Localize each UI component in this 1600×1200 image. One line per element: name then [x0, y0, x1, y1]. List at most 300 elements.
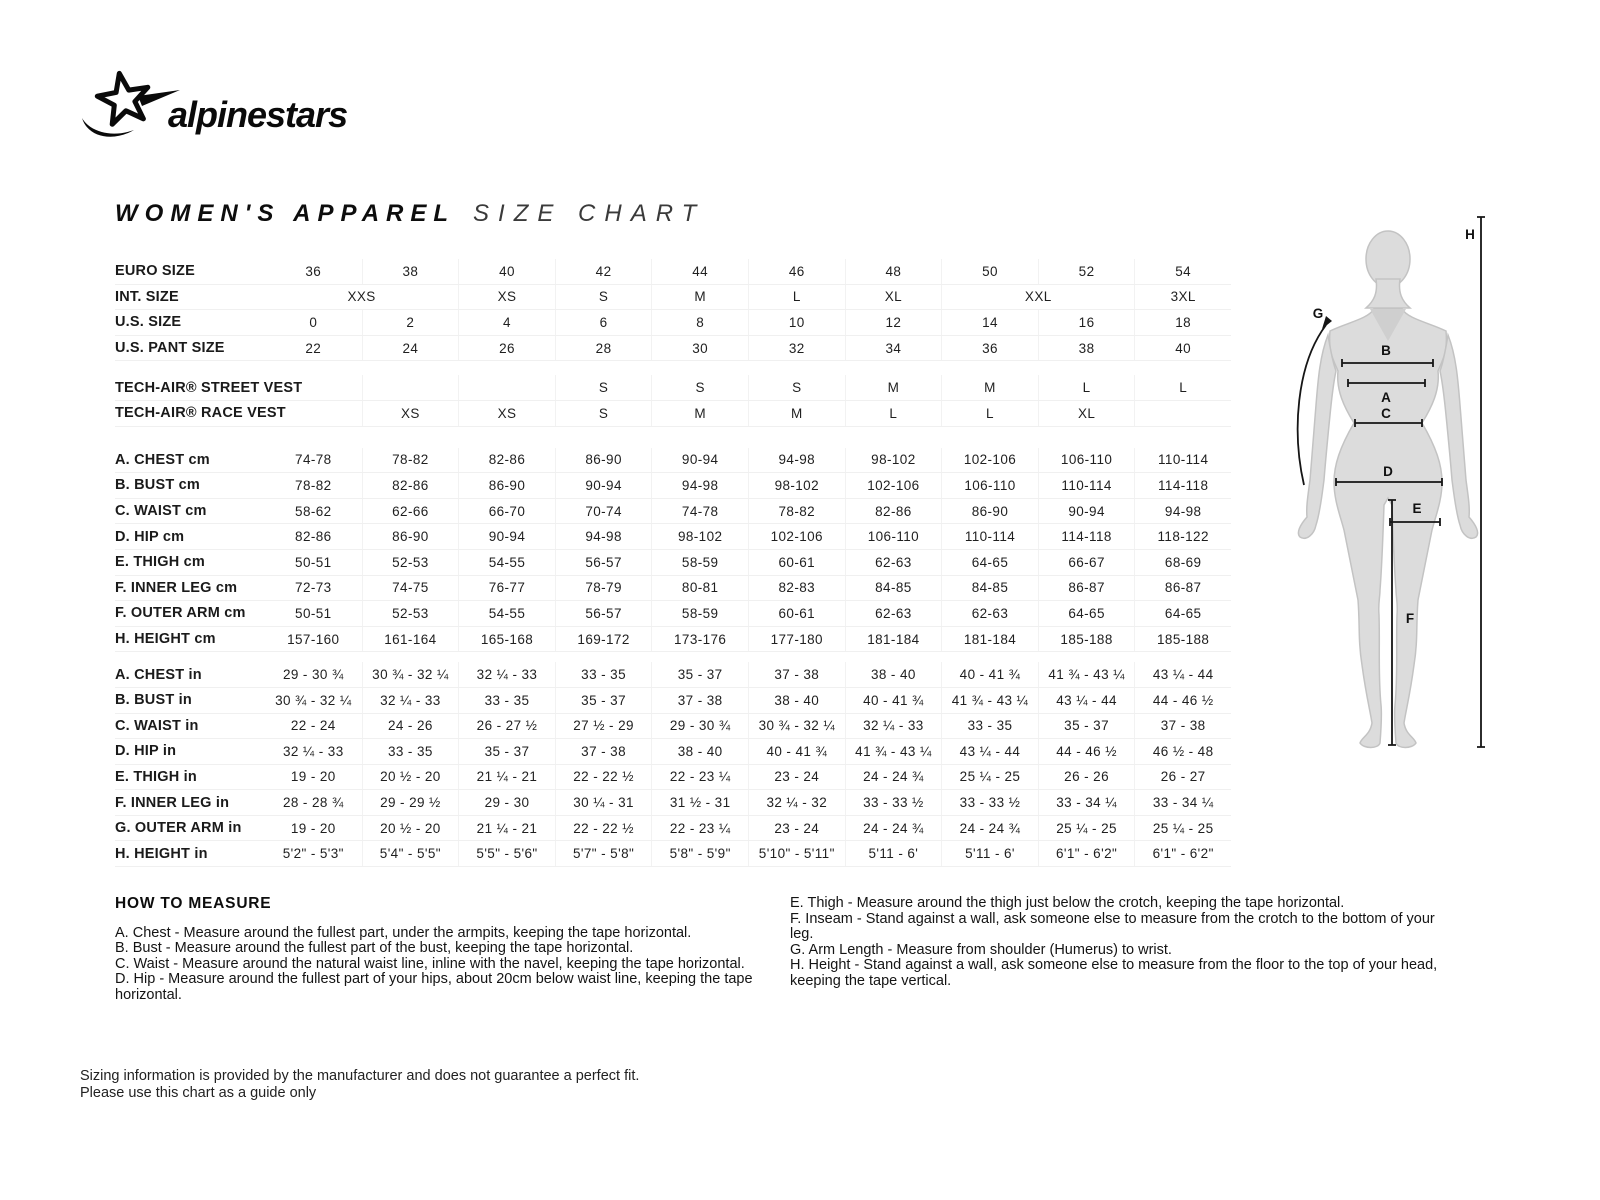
size-cell: 98-102: [845, 448, 942, 473]
row-label: D. HIP cm: [115, 528, 185, 545]
size-cell: 5'11 - 6': [845, 841, 942, 866]
size-cell: 38 - 40: [748, 688, 845, 713]
size-cell: 98-102: [748, 473, 845, 498]
size-cell: 82-86: [362, 473, 459, 498]
row-label: D. HIP in: [115, 743, 177, 760]
size-cell: 60-61: [748, 601, 845, 626]
size-table: [115, 259, 1231, 867]
size-cell: 90-94: [458, 524, 555, 549]
measure-in-row: [115, 688, 1231, 714]
size-cell: 36: [941, 336, 1038, 361]
size-cell: 64-65: [1038, 601, 1135, 626]
body-measurement-diagram: [1270, 195, 1510, 795]
size-cell: 52-53: [362, 601, 459, 626]
size-cell: 165-168: [458, 627, 555, 652]
size-cell: 30 ¾ - 32 ¼: [275, 692, 352, 708]
size-cell: 74-78: [651, 499, 748, 524]
size-cell: 35 - 37: [458, 739, 555, 764]
size-cell: 181-184: [845, 627, 942, 652]
measure-in-row: [115, 816, 1231, 842]
size-cell: 173-176: [651, 627, 748, 652]
size-cell: 19 - 20: [290, 769, 336, 785]
size-cell: 22 - 22 ½: [555, 765, 652, 790]
size-cell: 41 ¾ - 43 ¼: [845, 739, 942, 764]
size-cell: 46: [748, 259, 845, 284]
row-label: F. INNER LEG cm: [115, 579, 238, 596]
size-cell: 23 - 24: [748, 765, 845, 790]
silhouette-neck: [1366, 279, 1410, 308]
row-label: C. WAIST cm: [115, 503, 207, 520]
size-cell: 14: [941, 310, 1038, 335]
size-cell: 82-86: [845, 499, 942, 524]
size-cell: 30 ¾ - 32 ¼: [748, 714, 845, 739]
size-cell: [458, 375, 555, 400]
measure-instruction-height: H. Height - Stand against a wall, ask someone else to measure from the floor to the top of your head, keeping the tape vertical.: [790, 957, 1438, 989]
size-cell: 72-73: [295, 580, 332, 596]
size-cell: 48: [845, 259, 942, 284]
size-cell: 78-82: [362, 448, 459, 473]
size-cell: 37 - 38: [651, 688, 748, 713]
size-cell: 6'1" - 6'2": [1134, 841, 1231, 866]
size-cell: 38: [362, 259, 459, 284]
measure-cm-row: [115, 627, 1231, 653]
size-cell: 43 ¼ - 44: [941, 739, 1038, 764]
size-cell: 94-98: [651, 473, 748, 498]
size-cell: 28 - 28 ¾: [282, 795, 344, 811]
size-cell: 32 ¼ - 33: [458, 662, 555, 687]
size-cell: 26 - 27: [1134, 765, 1231, 790]
row-label: E. THIGH cm: [115, 554, 206, 571]
row-label: A. CHEST in: [115, 666, 202, 683]
size-cell: 98-102: [651, 524, 748, 549]
size-cell: 37 - 38: [1134, 714, 1231, 739]
size-cell: 5'4" - 5'5": [362, 841, 459, 866]
size-cell: 44: [651, 259, 748, 284]
size-cell: 6'1" - 6'2": [1038, 841, 1135, 866]
size-cell: 28: [555, 336, 652, 361]
size-cell: 27 ½ - 29: [555, 714, 652, 739]
size-cell: 33 - 34 ¼: [1038, 790, 1135, 815]
size-cell: 66-67: [1038, 550, 1135, 575]
measure-in-row: [115, 714, 1231, 740]
size-cell: 5'8" - 5'9": [651, 841, 748, 866]
size-cell: 22 - 24: [290, 718, 336, 734]
size-cell: 90-94: [1038, 499, 1135, 524]
size-cell: 86-87: [1134, 576, 1231, 601]
size-cell: 31 ½ - 31: [651, 790, 748, 815]
size-cell: 62-63: [941, 601, 1038, 626]
how-to-measure-heading: HOW TO MEASURE: [115, 895, 272, 912]
size-cell: 30 ¼ - 31: [555, 790, 652, 815]
size-header-rows: [115, 259, 1231, 361]
size-cell: 16: [1038, 310, 1135, 335]
size-cell: 24 - 24 ¾: [845, 816, 942, 841]
size-cell: 60-61: [748, 550, 845, 575]
size-cell: 35 - 37: [651, 662, 748, 687]
label-e: E: [1412, 501, 1422, 516]
size-cell: 82-83: [748, 576, 845, 601]
size-cell: 5'7" - 5'8": [555, 841, 652, 866]
label-c: C: [1381, 406, 1391, 421]
size-header-row: [115, 285, 1231, 311]
row-label: TECH-AIR® STREET VEST: [115, 379, 303, 396]
size-cell: 12: [845, 310, 942, 335]
size-cell: 110-114: [941, 524, 1038, 549]
size-cell: 32: [748, 336, 845, 361]
size-cell: 29 - 30 ¾: [651, 714, 748, 739]
measurements-cm-rows: [115, 448, 1231, 653]
size-cell: 44 - 46 ½: [1134, 688, 1231, 713]
size-cell: 33 - 35: [941, 714, 1038, 739]
size-cell: L: [1038, 375, 1135, 400]
size-cell: [1134, 401, 1231, 426]
row-label: INT. SIZE: [115, 288, 179, 305]
size-cell: M: [651, 285, 748, 310]
size-cell: 35 - 37: [555, 688, 652, 713]
silhouette-left-arm: [1298, 335, 1336, 538]
size-cell: XXL: [941, 285, 1134, 310]
size-cell: L: [941, 401, 1038, 426]
row-label: G. OUTER ARM in: [115, 820, 242, 837]
size-cell: 86-90: [362, 524, 459, 549]
size-cell: 56-57: [555, 601, 652, 626]
size-cell: 40 - 41 ¾: [845, 688, 942, 713]
measure-cm-row: [115, 499, 1231, 525]
size-cell: 50-51: [295, 605, 332, 621]
size-cell: 114-118: [1038, 524, 1135, 549]
size-cell: 33 - 33 ½: [941, 790, 1038, 815]
size-cell: 114-118: [1134, 473, 1231, 498]
row-label: E. THIGH in: [115, 768, 197, 785]
measure-in-row: [115, 841, 1231, 867]
height-measure-line: [1477, 217, 1485, 747]
size-cell: 78-79: [555, 576, 652, 601]
size-cell: 102-106: [748, 524, 845, 549]
row-label: F. INNER LEG in: [115, 794, 230, 811]
size-cell: 54-55: [458, 601, 555, 626]
size-cell: 38 - 40: [845, 662, 942, 687]
size-cell: 106-110: [941, 473, 1038, 498]
size-cell: 50-51: [295, 554, 332, 570]
size-cell: 80-81: [651, 576, 748, 601]
size-cell: 106-110: [1038, 448, 1135, 473]
size-header-row: [115, 310, 1231, 336]
size-cell: S: [555, 285, 652, 310]
size-cell: 3XL: [1134, 285, 1231, 310]
size-cell: 40: [1134, 336, 1231, 361]
size-cell: 78-82: [748, 499, 845, 524]
label-b: B: [1381, 343, 1391, 358]
alpinestars-logo: [80, 70, 370, 158]
size-cell: S: [651, 375, 748, 400]
size-cell: 64-65: [1134, 601, 1231, 626]
size-cell: 32 ¼ - 32: [748, 790, 845, 815]
size-header-row: [115, 259, 1231, 285]
size-cell: 86-87: [1038, 576, 1135, 601]
size-cell: S: [555, 401, 652, 426]
size-cell: 5'5" - 5'6": [458, 841, 555, 866]
size-cell: 90-94: [555, 473, 652, 498]
size-cell: 40 - 41 ¾: [941, 662, 1038, 687]
size-cell: 157-160: [287, 631, 340, 647]
size-cell: 58-62: [295, 503, 332, 519]
row-label: EURO SIZE: [115, 263, 195, 280]
size-cell: 82-86: [295, 529, 332, 545]
size-cell: 22 - 23 ¼: [651, 765, 748, 790]
size-cell: 58-59: [651, 601, 748, 626]
size-cell: 20 ½ - 20: [362, 765, 459, 790]
page-title: [115, 200, 705, 228]
size-cell: 10: [748, 310, 845, 335]
tech-air-row: [115, 375, 1231, 401]
row-label: H. HEIGHT cm: [115, 631, 216, 648]
size-cell: 21 ¼ - 21: [458, 765, 555, 790]
size-cell: 78-82: [295, 477, 332, 493]
size-cell: 29 - 30 ¾: [282, 667, 344, 683]
size-cell: 181-184: [941, 627, 1038, 652]
size-cell: 24: [362, 336, 459, 361]
size-cell: S: [555, 375, 652, 400]
disclaimer-line-2: Please use this chart as a guide only: [80, 1084, 317, 1101]
size-cell: 22 - 22 ½: [555, 816, 652, 841]
tech-air-rows: [115, 375, 1231, 426]
row-label: C. WAIST in: [115, 717, 199, 734]
silhouette-torso-legs: [1330, 309, 1447, 748]
size-cell: 52: [1038, 259, 1135, 284]
size-cell: M: [651, 401, 748, 426]
size-cell: 102-106: [941, 448, 1038, 473]
size-cell: 37 - 38: [748, 662, 845, 687]
size-cell: 110-114: [1134, 448, 1231, 473]
size-cell: 76-77: [458, 576, 555, 601]
label-g: G: [1312, 306, 1324, 321]
measure-cm-row: [115, 550, 1231, 576]
size-cell: 58-59: [651, 550, 748, 575]
silhouette-right-arm: [1440, 335, 1478, 538]
measure-instruction-inseam: F. Inseam - Stand against a wall, ask someone else to measure from the crotch to the bottom of your leg.: [790, 910, 1435, 943]
size-cell: 22: [305, 340, 322, 356]
size-cell: 0: [309, 314, 318, 330]
size-cell: M: [748, 401, 845, 426]
size-cell: 90-94: [651, 448, 748, 473]
size-cell: 118-122: [1134, 524, 1231, 549]
label-a: A: [1381, 390, 1391, 405]
size-cell: 4: [458, 310, 555, 335]
size-cell: 40 - 41 ¾: [748, 739, 845, 764]
size-cell: 185-188: [1038, 627, 1135, 652]
size-cell: 46 ½ - 48: [1134, 739, 1231, 764]
size-cell: 25 ¼ - 25: [1134, 816, 1231, 841]
size-cell: 19 - 20: [290, 820, 336, 836]
size-cell: 32 ¼ - 33: [362, 688, 459, 713]
size-cell: 42: [555, 259, 652, 284]
size-cell: 24 - 24 ¾: [845, 765, 942, 790]
size-cell: 24 - 24 ¾: [941, 816, 1038, 841]
size-cell: 84-85: [845, 576, 942, 601]
size-cell: 177-180: [748, 627, 845, 652]
row-label: TECH-AIR® RACE VEST: [115, 405, 286, 422]
size-cell: 86-90: [941, 499, 1038, 524]
disclaimer: [80, 1068, 639, 1101]
size-cell: 84-85: [941, 576, 1038, 601]
size-cell: 5'11 - 6': [941, 841, 1038, 866]
measure-instruction-bust: B. Bust - Measure around the fullest part of the bust, keeping the tape horizontal.: [115, 940, 634, 957]
size-cell: S: [748, 375, 845, 400]
size-cell: 22 - 23 ¼: [651, 816, 748, 841]
row-label: F. OUTER ARM cm: [115, 605, 246, 622]
size-cell: 26 - 26: [1038, 765, 1135, 790]
size-cell: 110-114: [1038, 473, 1135, 498]
size-cell: 5'10" - 5'11": [748, 841, 845, 866]
size-cell: 106-110: [845, 524, 942, 549]
measurements-in-rows: [115, 662, 1231, 867]
arm-length-arrowhead: [1322, 316, 1332, 329]
size-cell: 68-69: [1134, 550, 1231, 575]
size-cell: 94-98: [748, 448, 845, 473]
row-label: B. BUST in: [115, 692, 192, 709]
size-cell: 38: [1038, 336, 1135, 361]
size-cell: 35 - 37: [1038, 714, 1135, 739]
size-cell: XL: [1038, 401, 1135, 426]
size-cell: 5'2" - 5'3": [282, 846, 344, 862]
label-h: H: [1465, 227, 1475, 242]
measure-in-row: [115, 739, 1231, 765]
size-cell: 70-74: [555, 499, 652, 524]
size-cell: 33 - 35: [555, 662, 652, 687]
measure-cm-row: [115, 473, 1231, 499]
size-cell: 64-65: [941, 550, 1038, 575]
size-cell: 94-98: [1134, 499, 1231, 524]
label-f: F: [1405, 611, 1415, 626]
size-cell: XS: [362, 401, 459, 426]
size-cell: 23 - 24: [748, 816, 845, 841]
size-cell: 62-63: [845, 601, 942, 626]
measure-in-row: [115, 790, 1231, 816]
measure-cm-row: [115, 448, 1231, 474]
size-cell: XS: [458, 401, 555, 426]
how-to-measure-right: [790, 896, 1458, 990]
size-cell: 36: [305, 263, 322, 279]
size-cell: 30: [651, 336, 748, 361]
size-cell: [362, 375, 459, 400]
size-cell: 26: [458, 336, 555, 361]
measure-in-row: [115, 662, 1231, 688]
size-cell: 54: [1134, 259, 1231, 284]
size-cell: L: [845, 401, 942, 426]
size-cell: 169-172: [555, 627, 652, 652]
size-cell: 33 - 33 ½: [845, 790, 942, 815]
size-cell: 24 - 26: [362, 714, 459, 739]
size-cell: 43 ¼ - 44: [1038, 688, 1135, 713]
size-cell: 86-90: [458, 473, 555, 498]
size-cell: 74-75: [362, 576, 459, 601]
size-cell: 2: [362, 310, 459, 335]
measure-instruction-chest: A. Chest - Measure around the fullest part, under the armpits, keeping the tape horizontal.: [115, 924, 692, 941]
size-cell: 102-106: [845, 473, 942, 498]
row-label: A. CHEST cm: [115, 451, 210, 468]
size-cell: 33 - 35: [362, 739, 459, 764]
size-cell: 38 - 40: [651, 739, 748, 764]
size-cell: 41 ¾ - 43 ¼: [941, 688, 1038, 713]
size-cell: 32 ¼ - 33: [282, 743, 344, 759]
size-cell: 25 ¼ - 25: [1038, 816, 1135, 841]
measure-cm-row: [115, 601, 1231, 627]
size-cell: 56-57: [555, 550, 652, 575]
size-cell: 43 ¼ - 44: [1134, 662, 1231, 687]
measure-instruction-hip: D. Hip - Measure around the fullest part of your hips, about 20cm below waist line, keeping the tape horizontal.: [115, 971, 753, 1003]
size-cell: 20 ½ - 20: [362, 816, 459, 841]
size-cell: XXS: [347, 289, 376, 305]
page-title-sub: SIZE CHART: [473, 200, 706, 227]
row-label: U.S. SIZE: [115, 314, 182, 331]
alpinestars-star-icon: [82, 73, 180, 136]
measure-instruction-thigh: E. Thigh - Measure around the thigh just below the crotch, keeping the tape horizontal.: [790, 895, 1345, 911]
size-cell: 86-90: [555, 448, 652, 473]
row-label: H. HEIGHT in: [115, 845, 208, 862]
size-cell: 161-164: [362, 627, 459, 652]
size-cell: 21 ¼ - 21: [458, 816, 555, 841]
size-cell: 32 ¼ - 33: [845, 714, 942, 739]
female-silhouette: [1298, 231, 1477, 748]
size-cell: 52-53: [362, 550, 459, 575]
size-cell: 66-70: [458, 499, 555, 524]
size-cell: 33 - 35: [458, 688, 555, 713]
size-cell: 185-188: [1134, 627, 1231, 652]
size-cell: 74-78: [295, 452, 332, 468]
size-cell: XL: [845, 285, 942, 310]
measure-instruction-arm: G. Arm Length - Measure from shoulder (Humerus) to wrist.: [790, 941, 1172, 958]
size-cell: L: [1134, 375, 1231, 400]
size-cell: 30 ¾ - 32 ¼: [362, 662, 459, 687]
measure-cm-row: [115, 524, 1231, 550]
size-cell: 26 - 27 ½: [458, 714, 555, 739]
size-cell: 94-98: [555, 524, 652, 549]
size-cell: 37 - 38: [555, 739, 652, 764]
page-title-main: WOMEN'S APPAREL: [115, 200, 456, 227]
row-label: U.S. PANT SIZE: [115, 340, 225, 357]
size-cell: M: [941, 375, 1038, 400]
disclaimer-line-1: Sizing information is provided by the manufacturer and does not guarantee a perfect fit.: [80, 1068, 640, 1084]
size-cell: [265, 375, 362, 400]
size-cell: L: [748, 285, 845, 310]
size-header-row: [115, 336, 1231, 362]
label-d: D: [1383, 464, 1393, 479]
size-cell: 62-63: [845, 550, 942, 575]
size-cell: 25 ¼ - 25: [941, 765, 1038, 790]
size-cell: 50: [941, 259, 1038, 284]
size-cell: 54-55: [458, 550, 555, 575]
alpinestars-wordmark: alpinestars: [168, 94, 348, 135]
size-cell: 40: [458, 259, 555, 284]
measure-in-row: [115, 765, 1231, 791]
size-cell: 82-86: [458, 448, 555, 473]
size-cell: 29 - 29 ½: [362, 790, 459, 815]
size-cell: 44 - 46 ½: [1038, 739, 1135, 764]
size-cell: XS: [458, 285, 555, 310]
size-cell: 34: [845, 336, 942, 361]
size-cell: 33 - 34 ¼: [1134, 790, 1231, 815]
size-cell: 18: [1134, 310, 1231, 335]
row-label: B. BUST cm: [115, 477, 200, 494]
size-cell: 29 - 30: [458, 790, 555, 815]
tech-air-row: [115, 401, 1231, 427]
how-to-measure-left: [115, 896, 780, 1004]
size-cell: [265, 401, 362, 426]
size-cell: 62-66: [362, 499, 459, 524]
size-cell: 41 ¾ - 43 ¼: [1038, 662, 1135, 687]
measure-instruction-waist: C. Waist - Measure around the natural waist line, inline with the navel, keeping the tape horizontal.: [115, 955, 745, 972]
size-cell: M: [845, 375, 942, 400]
